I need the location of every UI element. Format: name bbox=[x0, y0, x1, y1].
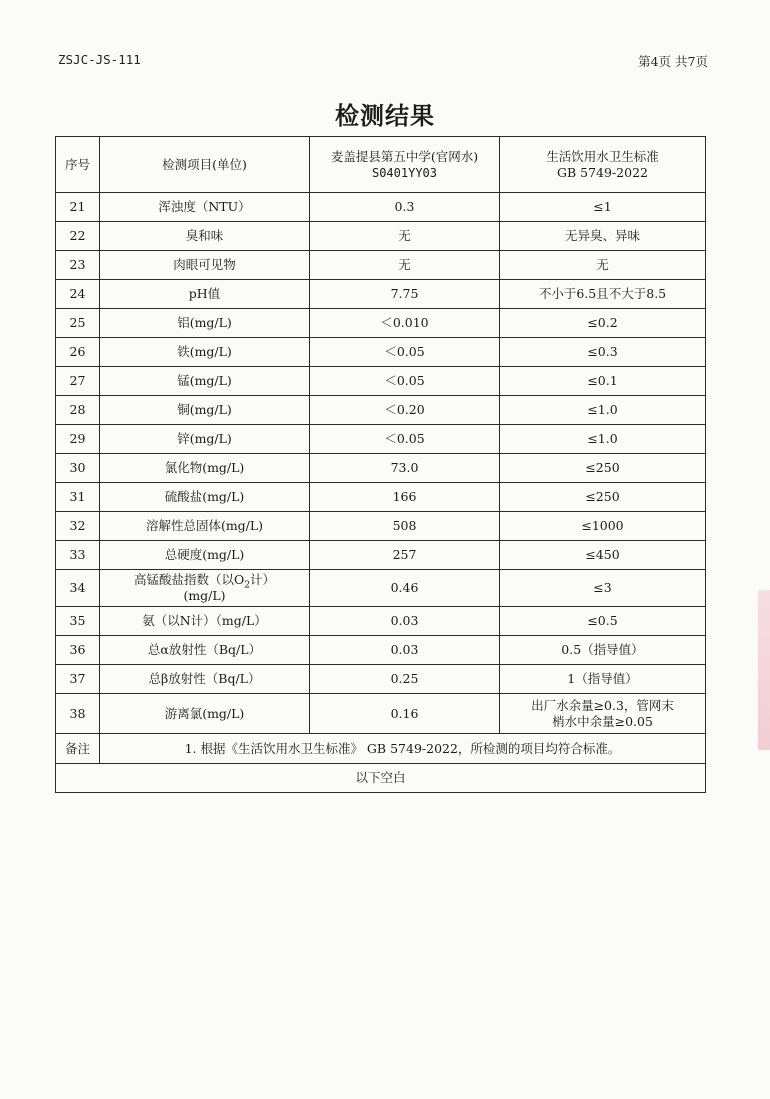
header-standard-name: 生活饮用水卫生标准 bbox=[546, 148, 659, 164]
row-no: 21 bbox=[56, 193, 100, 222]
row-item: 氨（以N计）（mg/L） bbox=[100, 607, 310, 636]
row-value: ＜0.05 bbox=[310, 338, 500, 367]
row-standard: ≤450 bbox=[500, 541, 706, 570]
table-row bbox=[56, 309, 706, 338]
header-item: 检测项目(单位) bbox=[100, 137, 310, 193]
table-row bbox=[56, 193, 706, 222]
row-value: ＜0.20 bbox=[310, 396, 500, 425]
row-value: ＜0.05 bbox=[310, 425, 500, 454]
row-no: 28 bbox=[56, 396, 100, 425]
row-value: 166 bbox=[310, 483, 500, 512]
row-no: 27 bbox=[56, 367, 100, 396]
results-table bbox=[55, 136, 706, 793]
row-value: 0.16 bbox=[310, 694, 500, 734]
header-standard bbox=[500, 137, 706, 193]
row-item: 硫酸盐(mg/L) bbox=[100, 483, 310, 512]
row-standard: 无异臭、异味 bbox=[500, 222, 706, 251]
row-item: 浑浊度（NTU） bbox=[100, 193, 310, 222]
page-title: 检测结果 bbox=[335, 102, 435, 130]
row-no: 25 bbox=[56, 309, 100, 338]
row-value: ＜0.010 bbox=[310, 309, 500, 338]
end-marker: 以下空白 bbox=[56, 764, 706, 793]
row-item: 总硬度(mg/L) bbox=[100, 541, 310, 570]
row-value: 0.03 bbox=[310, 636, 500, 665]
row-no: 35 bbox=[56, 607, 100, 636]
table-row bbox=[56, 570, 706, 607]
row-item: 肉眼可见物 bbox=[100, 251, 310, 280]
row-value: 257 bbox=[310, 541, 500, 570]
row-value: 508 bbox=[310, 512, 500, 541]
row-item: 铝(mg/L) bbox=[100, 309, 310, 338]
row-item: 总β放射性（Bq/L） bbox=[100, 665, 310, 694]
row-item: 锰(mg/L) bbox=[100, 367, 310, 396]
table-row bbox=[56, 483, 706, 512]
row-standard bbox=[500, 694, 706, 734]
table-row bbox=[56, 367, 706, 396]
table-row bbox=[56, 396, 706, 425]
seal-stamp-edge bbox=[758, 590, 770, 750]
row-no: 23 bbox=[56, 251, 100, 280]
table-row bbox=[56, 607, 706, 636]
remarks-text: 1. 根据《生活饮用水卫生标准》 GB 5749-2022，所检测的项目均符合标准。 bbox=[100, 734, 706, 764]
row-standard: ≤3 bbox=[500, 570, 706, 607]
header-no: 序号 bbox=[56, 137, 100, 193]
row-value: 0.3 bbox=[310, 193, 500, 222]
table-row bbox=[56, 694, 706, 734]
page-number: 第4页 共7页 bbox=[638, 54, 708, 69]
row-item: 铜(mg/L) bbox=[100, 396, 310, 425]
row-no: 38 bbox=[56, 694, 100, 734]
row-no: 34 bbox=[56, 570, 100, 607]
row-item-subscript: 2 bbox=[244, 580, 250, 591]
row-item: 锌(mg/L) bbox=[100, 425, 310, 454]
row-standard: ≤0.1 bbox=[500, 367, 706, 396]
row-no: 33 bbox=[56, 541, 100, 570]
row-standard: ≤1.0 bbox=[500, 396, 706, 425]
row-standard: ≤0.2 bbox=[500, 309, 706, 338]
row-no: 36 bbox=[56, 636, 100, 665]
row-no: 37 bbox=[56, 665, 100, 694]
table-row bbox=[56, 251, 706, 280]
row-standard: ≤250 bbox=[500, 483, 706, 512]
table-row bbox=[56, 636, 706, 665]
row-standard: ≤250 bbox=[500, 454, 706, 483]
row-item-part: 计） bbox=[249, 572, 275, 587]
header-sample bbox=[310, 137, 500, 193]
row-standard: 不小于6.5且不大于8.5 bbox=[500, 280, 706, 309]
row-item-unit: (mg/L) bbox=[183, 588, 226, 603]
row-standard: 无 bbox=[500, 251, 706, 280]
row-item: 游离氯(mg/L) bbox=[100, 694, 310, 734]
row-standard: 1（指导值） bbox=[500, 665, 706, 694]
row-standard: ≤1.0 bbox=[500, 425, 706, 454]
row-item: 溶解性总固体(mg/L) bbox=[100, 512, 310, 541]
row-value: 7.75 bbox=[310, 280, 500, 309]
remarks-label: 备注 bbox=[56, 734, 100, 764]
row-value: 0.46 bbox=[310, 570, 500, 607]
row-value: 0.25 bbox=[310, 665, 500, 694]
table-row bbox=[56, 338, 706, 367]
row-item-part: 高锰酸盐指数（以O bbox=[134, 572, 245, 587]
row-value: 73.0 bbox=[310, 454, 500, 483]
table-row bbox=[56, 280, 706, 309]
row-no: 29 bbox=[56, 425, 100, 454]
row-item: 氯化物(mg/L) bbox=[100, 454, 310, 483]
row-value: 0.03 bbox=[310, 607, 500, 636]
remarks-row bbox=[56, 734, 706, 764]
row-item bbox=[100, 570, 310, 607]
row-standard: ≤1 bbox=[500, 193, 706, 222]
row-item: pH值 bbox=[100, 280, 310, 309]
row-item: 总α放射性（Bq/L） bbox=[100, 636, 310, 665]
table-header-row bbox=[56, 137, 706, 193]
row-no: 26 bbox=[56, 338, 100, 367]
row-no: 30 bbox=[56, 454, 100, 483]
row-item: 铁(mg/L) bbox=[100, 338, 310, 367]
table-row bbox=[56, 541, 706, 570]
row-no: 31 bbox=[56, 483, 100, 512]
row-item: 臭和味 bbox=[100, 222, 310, 251]
header-sample-name: 麦盖提县第五中学(官网水) bbox=[330, 148, 479, 164]
header-standard-code: GB 5749-2022 bbox=[557, 164, 648, 180]
table-row bbox=[56, 425, 706, 454]
table-row bbox=[56, 454, 706, 483]
row-value: 无 bbox=[310, 251, 500, 280]
row-standard-line: 梢水中余量≥0.05 bbox=[552, 713, 653, 729]
row-standard: ≤0.5 bbox=[500, 607, 706, 636]
table-row bbox=[56, 512, 706, 541]
row-standard: ≤1000 bbox=[500, 512, 706, 541]
table-row bbox=[56, 665, 706, 694]
end-row bbox=[56, 764, 706, 793]
document-code: ZSJC-JS-111 bbox=[58, 52, 141, 67]
row-no: 22 bbox=[56, 222, 100, 251]
row-value: 无 bbox=[310, 222, 500, 251]
row-no: 32 bbox=[56, 512, 100, 541]
row-value: ＜0.05 bbox=[310, 367, 500, 396]
header-sample-id: S0401YY03 bbox=[371, 165, 438, 180]
table-row bbox=[56, 222, 706, 251]
row-standard: 0.5（指导值） bbox=[500, 636, 706, 665]
row-standard: ≤0.3 bbox=[500, 338, 706, 367]
row-standard-line: 出厂水余量≥0.3，管网末 bbox=[531, 697, 674, 713]
row-no: 24 bbox=[56, 280, 100, 309]
